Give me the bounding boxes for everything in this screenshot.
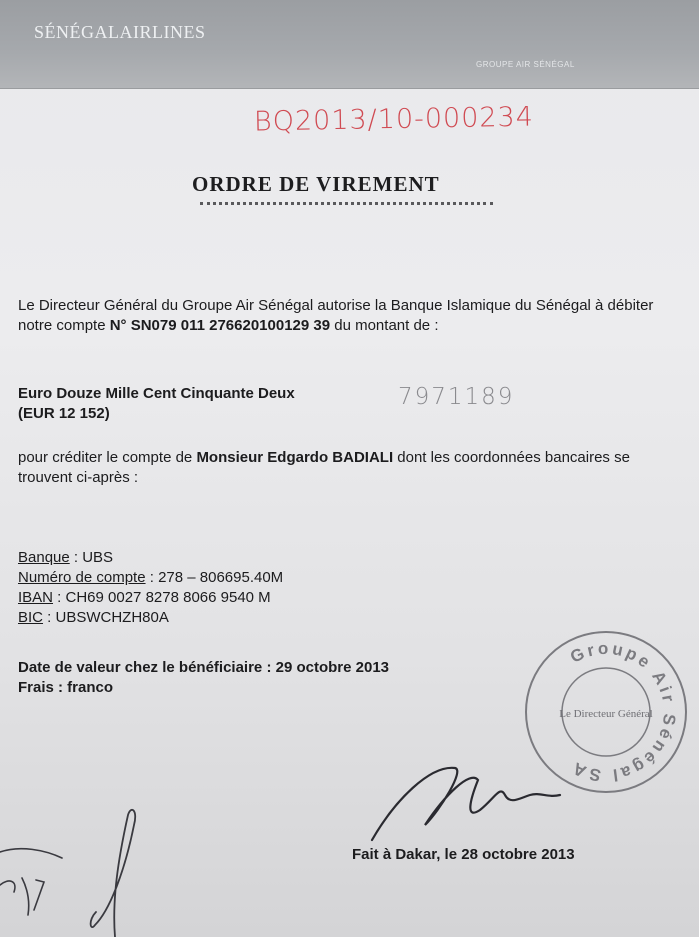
bank-detail-value: : UBS bbox=[69, 549, 114, 566]
group-subtitle: GROUPE AIR SÉNÉGAL bbox=[476, 60, 575, 69]
bank-detail-value: : CH69 0027 8278 8066 9540 M bbox=[53, 589, 271, 606]
initial-mark bbox=[91, 810, 136, 937]
authorization-paragraph bbox=[18, 296, 683, 336]
beneficiary-name: Monsieur Edgardo BADIALI bbox=[196, 449, 394, 466]
bank-detail-row bbox=[18, 548, 418, 568]
authorization-text: Le Directeur Général du Groupe Air Sénégal autorise la Banque Islamique du Sénégal à débiter notre compte bbox=[18, 297, 654, 334]
beneficiary-text-end: dont les coordonnées bancaires se trouvent ci-après : bbox=[18, 449, 630, 486]
debit-account-number: N° SN079 011 276620100129 39 bbox=[109, 317, 331, 334]
authorization-text-end: du montant de : bbox=[330, 317, 439, 334]
bank-detail-label: IBAN bbox=[18, 589, 54, 606]
title-dotted-underline bbox=[200, 202, 493, 205]
signature-marks bbox=[0, 740, 699, 937]
airline-logo-text: SÉNÉGALAIRLINES bbox=[34, 22, 206, 42]
margin-annotation bbox=[0, 878, 44, 915]
bank-detail-label: Banque bbox=[18, 549, 70, 566]
beneficiary-text: pour créditer le compte de bbox=[18, 449, 197, 466]
handwritten-reference: BQ2013/10-000234 bbox=[253, 101, 535, 138]
stamp-center-text: Le Directeur Général bbox=[559, 708, 653, 720]
amount-block bbox=[18, 384, 378, 424]
director-signature bbox=[372, 768, 560, 840]
value-date: Date de valeur chez le bénéficiaire : 29 octobre 2013 bbox=[18, 659, 390, 676]
place-and-date: Fait à Dakar, le 28 octobre 2013 bbox=[352, 846, 575, 863]
beneficiary-paragraph bbox=[18, 448, 683, 488]
fees: Frais : franco bbox=[18, 679, 114, 696]
bank-detail-value: : 278 – 806695.40M bbox=[145, 569, 284, 586]
bank-detail-value: : UBSWCHZH80A bbox=[43, 609, 169, 626]
value-date-block bbox=[18, 658, 488, 698]
bank-details bbox=[18, 548, 418, 628]
bank-detail-label: BIC bbox=[18, 609, 44, 626]
bank-detail-row bbox=[18, 568, 418, 588]
bank-detail-row bbox=[18, 588, 418, 608]
bank-detail-row bbox=[18, 608, 418, 628]
document-title: ORDRE DE VIREMENT bbox=[192, 172, 440, 196]
amount-in-words: Euro Douze Mille Cent Cinquante Deux bbox=[18, 385, 295, 402]
margin-stroke bbox=[0, 849, 62, 858]
bank-detail-label: Numéro de compte bbox=[18, 569, 146, 586]
handwritten-amount-note: 7971189 bbox=[398, 384, 515, 410]
letterhead-band bbox=[0, 0, 699, 89]
amount-in-figures: (EUR 12 152) bbox=[18, 405, 110, 422]
stamp-ring-text: Groupe Air Sénégal SA bbox=[567, 638, 680, 786]
